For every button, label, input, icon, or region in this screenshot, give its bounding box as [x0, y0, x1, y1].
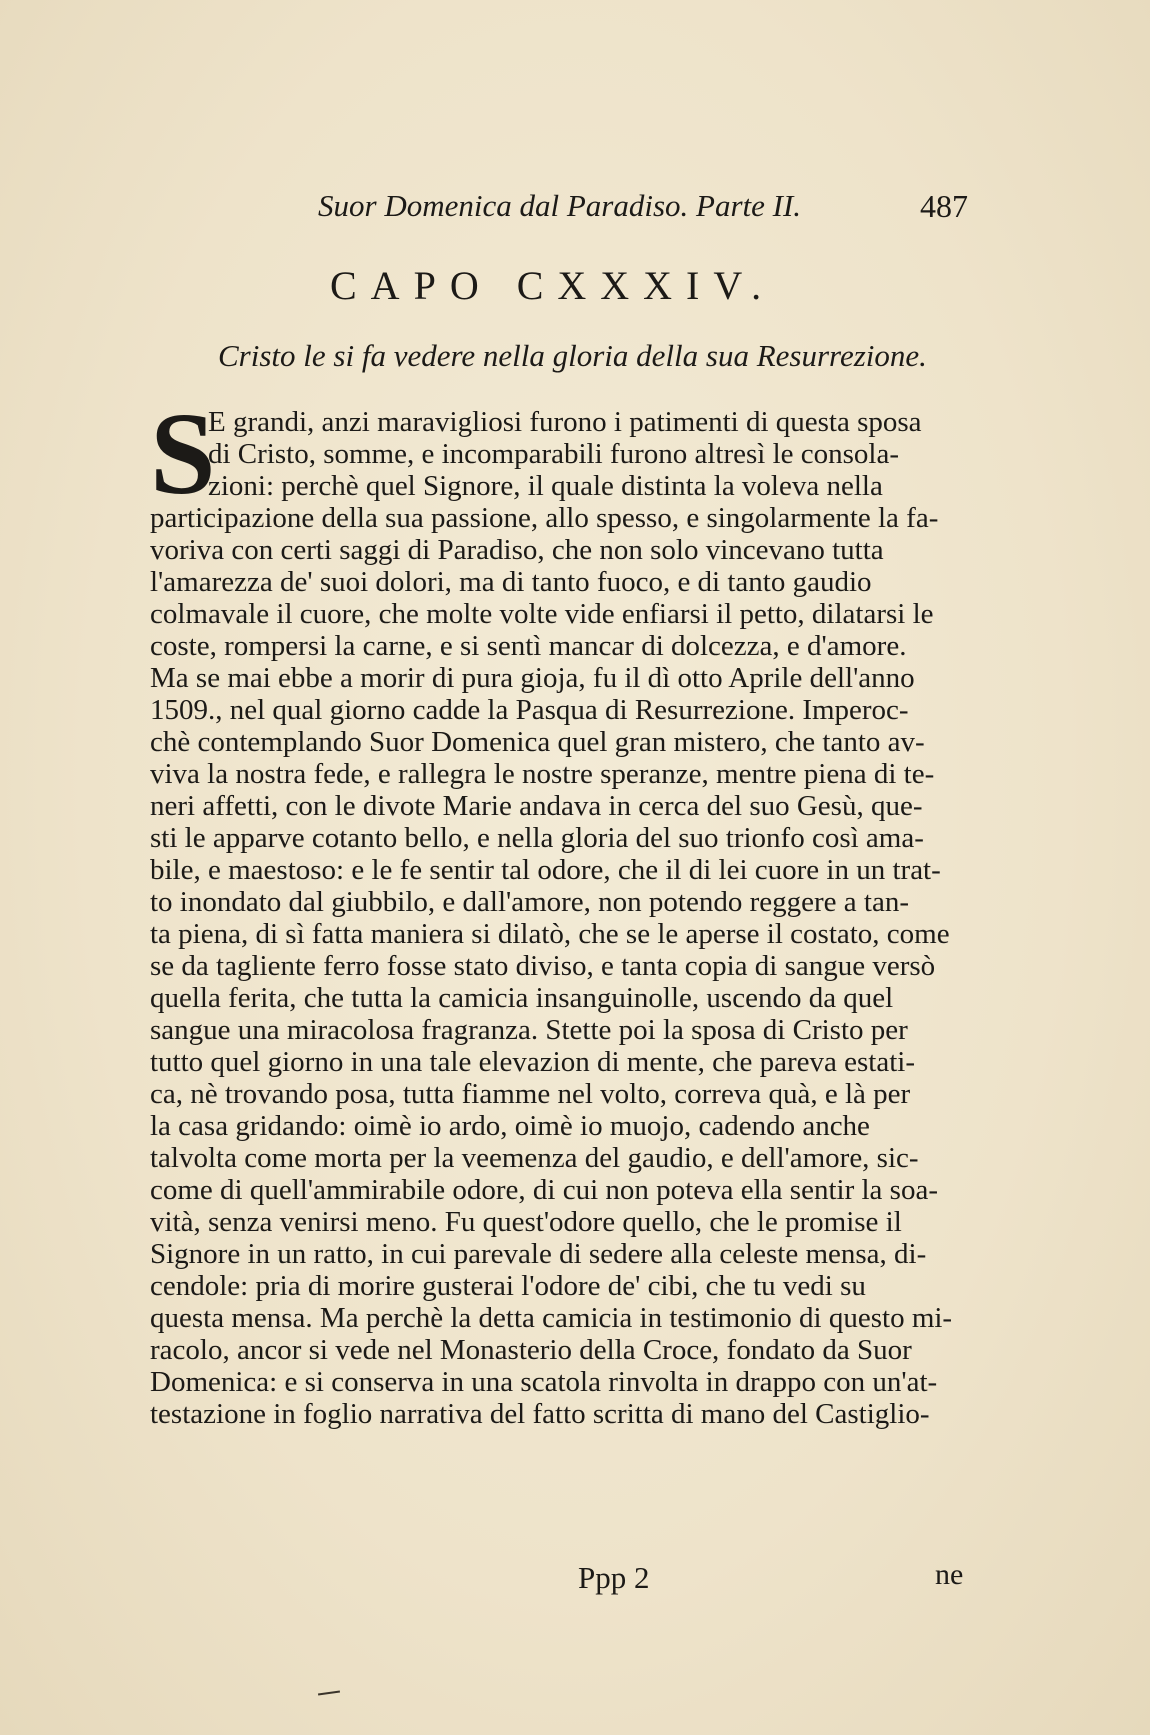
chapter-title: CAPO CXXXIV.: [330, 263, 776, 308]
text-line: Domenica: e si conserva in una scatola rinvolta in drappo con un'at-: [150, 1366, 938, 1398]
text-line: racolo, ancor si vede nel Monasterio della Croce, fondato da Suor: [150, 1334, 912, 1366]
text-line: zioni: perchè quel Signore, il quale distinta la voleva nella: [208, 470, 883, 502]
text-line: la casa gridando: oimè io ardo, oimè io muojo, cadendo anche: [150, 1110, 870, 1142]
text-line: chè contemplando Suor Domenica quel gran mistero, che tanto av-: [150, 726, 925, 758]
text-line: talvolta come morta per la veemenza del gaudio, e dell'amore, sic-: [150, 1142, 919, 1174]
text-line: questa mensa. Ma perchè la detta camicia in testimonio di questo mi-: [150, 1302, 953, 1334]
text-line: ca, nè trovando posa, tutta fiamme nel volto, correva quà, e là per: [150, 1078, 911, 1110]
text-line: sangue una miracolosa fragranza. Stette poi la sposa di Cristo per: [150, 1014, 908, 1046]
text-line: to inondato dal giubbilo, e dall'amore, non potendo reggere a tan-: [150, 886, 909, 918]
text-line: participazione della sua passione, allo spesso, e singolarmente la fa-: [150, 502, 939, 534]
text-line: quella ferita, che tutta la camicia insanguinolle, uscendo da quel: [150, 982, 894, 1014]
text-line: bile, e maestoso: e le fe sentir tal odore, che il di lei cuore in un trat-: [150, 854, 941, 886]
text-line: cendole: pria di morire gusterai l'odore de' cibi, che tu vedi su: [150, 1270, 866, 1302]
page-number: 487: [920, 188, 968, 224]
text-line: 1509., nel qual giorno cadde la Pasqua di Resurrezione. Imperoc-: [150, 694, 909, 726]
ink-mark: [318, 1690, 340, 1695]
text-line: ta piena, di sì fatta maniera si dilatò, che se le aperse il costato, come: [150, 918, 950, 950]
text-line: di Cristo, somme, e incomparabili furono altresì le consola-: [208, 438, 900, 470]
text-line: voriva con certi saggi di Paradiso, che non solo vincevano tutta: [150, 534, 884, 566]
text-line: se da tagliente ferro fosse stato diviso, e tanta copia di sangue versò: [150, 950, 936, 982]
text-line: vità, senza venirsi meno. Fu quest'odore quello, che le promise il: [150, 1206, 902, 1238]
text-line: coste, rompersi la carne, e si sentì mancar di dolcezza, e d'amore.: [150, 630, 907, 662]
text-line: colmavale il cuore, che molte volte vide enfiarsi il petto, dilatarsi le: [150, 598, 934, 630]
text-line: viva la nostra fede, e rallegra le nostre speranze, mentre piena di te-: [150, 758, 935, 790]
signature-mark: Ppp 2: [578, 1560, 650, 1595]
running-title: Suor Domenica dal Paradiso. Parte II.: [318, 188, 802, 223]
text-line: testazione in foglio narrativa del fatto scritta di mano del Castiglio-: [150, 1398, 930, 1430]
text-line: come di quell'ammirabile odore, di cui non poteva ella sentir la soa-: [150, 1174, 938, 1206]
chapter-subtitle: Cristo le si fa vedere nella gloria della sua Resurrezione.: [218, 338, 927, 373]
text-line: Signore in un ratto, in cui parevale di sedere alla celeste mensa, di-: [150, 1238, 927, 1270]
text-line: E grandi, anzi maravigliosi furono i patimenti di questa sposa: [208, 406, 922, 438]
drop-cap: S: [150, 388, 216, 519]
text-line: l'amarezza de' suoi dolori, ma di tanto fuoco, e di tanto gaudio: [150, 566, 872, 598]
text-line: Ma se mai ebbe a morir di pura gioja, fu il dì otto Aprile dell'anno: [150, 662, 915, 694]
text-line: sti le apparve cotanto bello, e nella gloria del suo trionfo così ama-: [150, 822, 924, 854]
text-line: tutto quel giorno in una tale elevazion di mente, che pareva estati-: [150, 1046, 915, 1078]
catchword: ne: [935, 1558, 964, 1591]
text-line: neri affetti, con le divote Marie andava in cerca del suo Gesù, que-: [150, 790, 923, 822]
page-header: [318, 188, 968, 228]
